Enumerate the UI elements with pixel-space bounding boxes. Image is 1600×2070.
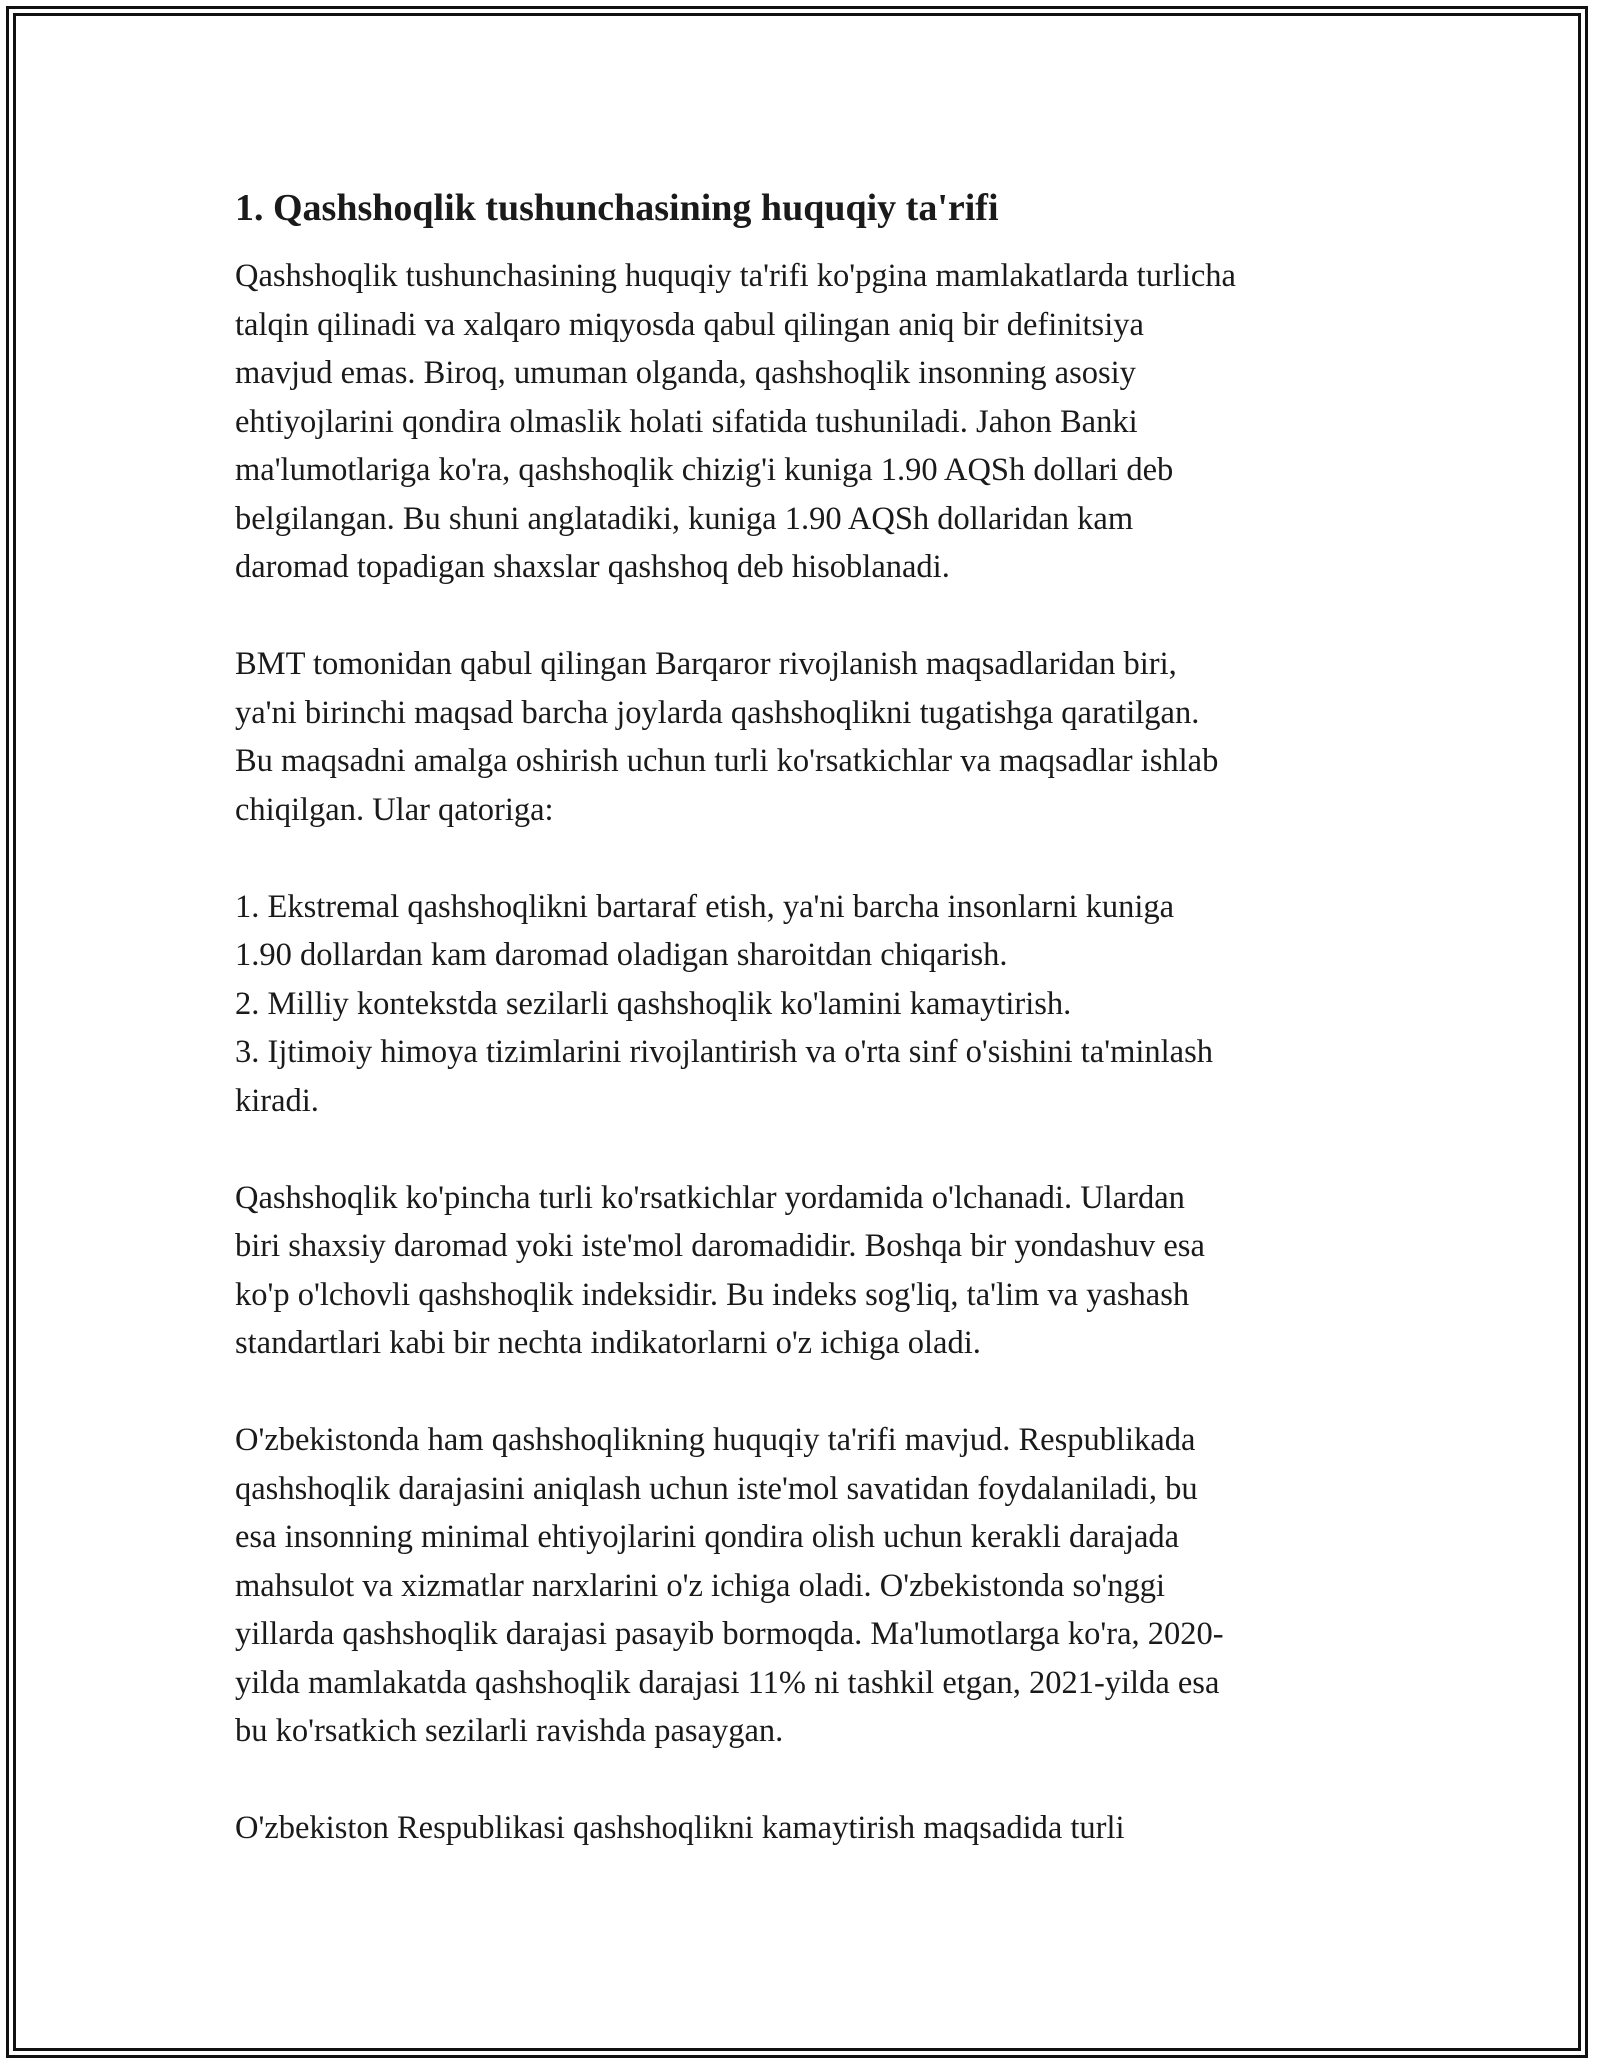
text-line: ko'p o'lchovli qashshoqlik indeksidir. Bu indeks sog'liq, ta'lim va yashash — [235, 1276, 1190, 1313]
paragraph-uzbekistan — [235, 1416, 1385, 1756]
text-line: O'zbekiston Respublikasi qashshoqlikni kamaytirish maqsadida turli — [235, 1810, 1125, 1846]
text-line: O'zbekistonda ham qashshoqlikning huquqiy ta'rifi mavjud. Respublikada — [235, 1422, 1196, 1458]
text-line: ehtiyojlarini qondira olmaslik holati sifatida tushuniladi. Jahon Banki — [235, 403, 1138, 440]
list-item: 1.90 dollardan kam daromad oladigan sharoitdan chiqarish. — [235, 937, 1008, 973]
text-line: esa insonning minimal ehtiyojlarini qondira olish uchun kerakli darajada — [235, 1519, 1180, 1555]
text-line: bu ko'rsatkich sezilarli ravishda pasaygan. — [235, 1713, 784, 1749]
text-line: Bu maqsadni amalga oshirish uchun turli ko'rsatkichlar va maqsadlar ishlab — [235, 743, 1219, 779]
text-line: mavjud emas. Biroq, umuman olganda, qashshoqlik insonning asosiy — [235, 355, 1136, 391]
document-body — [235, 186, 1385, 1853]
text-line: belgilangan. Bu shuni anglatadiki, kuniga 1.90 AQSh dollaridan kam — [235, 500, 1134, 537]
paragraph-measurement — [235, 1174, 1385, 1368]
text-line: ma'lumotlariga ko'ra, qashshoqlik chizig'i kuniga 1.90 AQSh dollari deb — [235, 452, 1174, 488]
text-line: mahsulot va xizmatlar narxlarini o'z ichiga oladi. O'zbekistonda so'nggi — [235, 1567, 1166, 1604]
list-item: 2. Milliy kontekstda sezilarli qashshoqlik ko'lamini kamaytirish. — [235, 985, 1072, 1022]
text-line: Qashshoqlik ko'pincha turli ko'rsatkichlar yordamida o'lchanadi. Ulardan — [235, 1179, 1185, 1216]
paragraph-republic — [235, 1804, 1385, 1853]
section-heading: 1. Qashshoqlik tushunchasining huquqiy ta'rifi — [235, 187, 999, 229]
text-line: BMT tomonidan qabul qilingan Barqaror rivojlanish maqsadlaridan biri, — [235, 646, 1177, 682]
text-line: chiqilgan. Ular qatoriga: — [235, 791, 554, 828]
text-line: ya'ni birinchi maqsad barcha joylarda qashshoqlikni tugatishga qaratilgan. — [235, 694, 1200, 731]
text-line: standartlari kabi bir nechta indikatorlarni o'z ichiga oladi. — [235, 1325, 981, 1361]
text-line: yillarda qashshoqlik darajasi pasayib bormoqda. Ma'lumotlarga ko'ra, 2020- — [235, 1616, 1224, 1652]
paragraph-un-goals — [235, 640, 1385, 834]
text-line: yilda mamlakatda qashshoqlik darajasi 11% ni tashkil etgan, 2021-yilda esa — [235, 1664, 1220, 1701]
text-line: qashshoqlik darajasini aniqlash uchun iste'mol savatidan foydalaniladi, bu — [235, 1470, 1198, 1507]
list-item: 1. Ekstremal qashshoqlikni bartaraf etish, ya'ni barcha insonlarni kuniga — [235, 888, 1175, 925]
text-line: biri shaxsiy daromad yoki iste'mol daromadidir. Boshqa bir yondashuv esa — [235, 1228, 1205, 1264]
paragraph-goal-list — [235, 883, 1385, 1126]
paragraph-definition — [235, 252, 1385, 592]
list-item: 3. Ijtimoiy himoya tizimlarini rivojlantirish va o'rta sinf o'sishini ta'minlash — [235, 1034, 1213, 1070]
text-line: Qashshoqlik tushunchasining huquqiy ta'rifi ko'pgina mamlakatlarda turlicha — [235, 258, 1236, 294]
text-line: daromad topadigan shaxslar qashshoq deb hisoblanadi. — [235, 549, 950, 585]
text-line: talqin qilinadi va xalqaro miqyosda qabul qilingan aniq bir definitsiya — [235, 306, 1144, 343]
list-item: kiradi. — [235, 1082, 319, 1119]
